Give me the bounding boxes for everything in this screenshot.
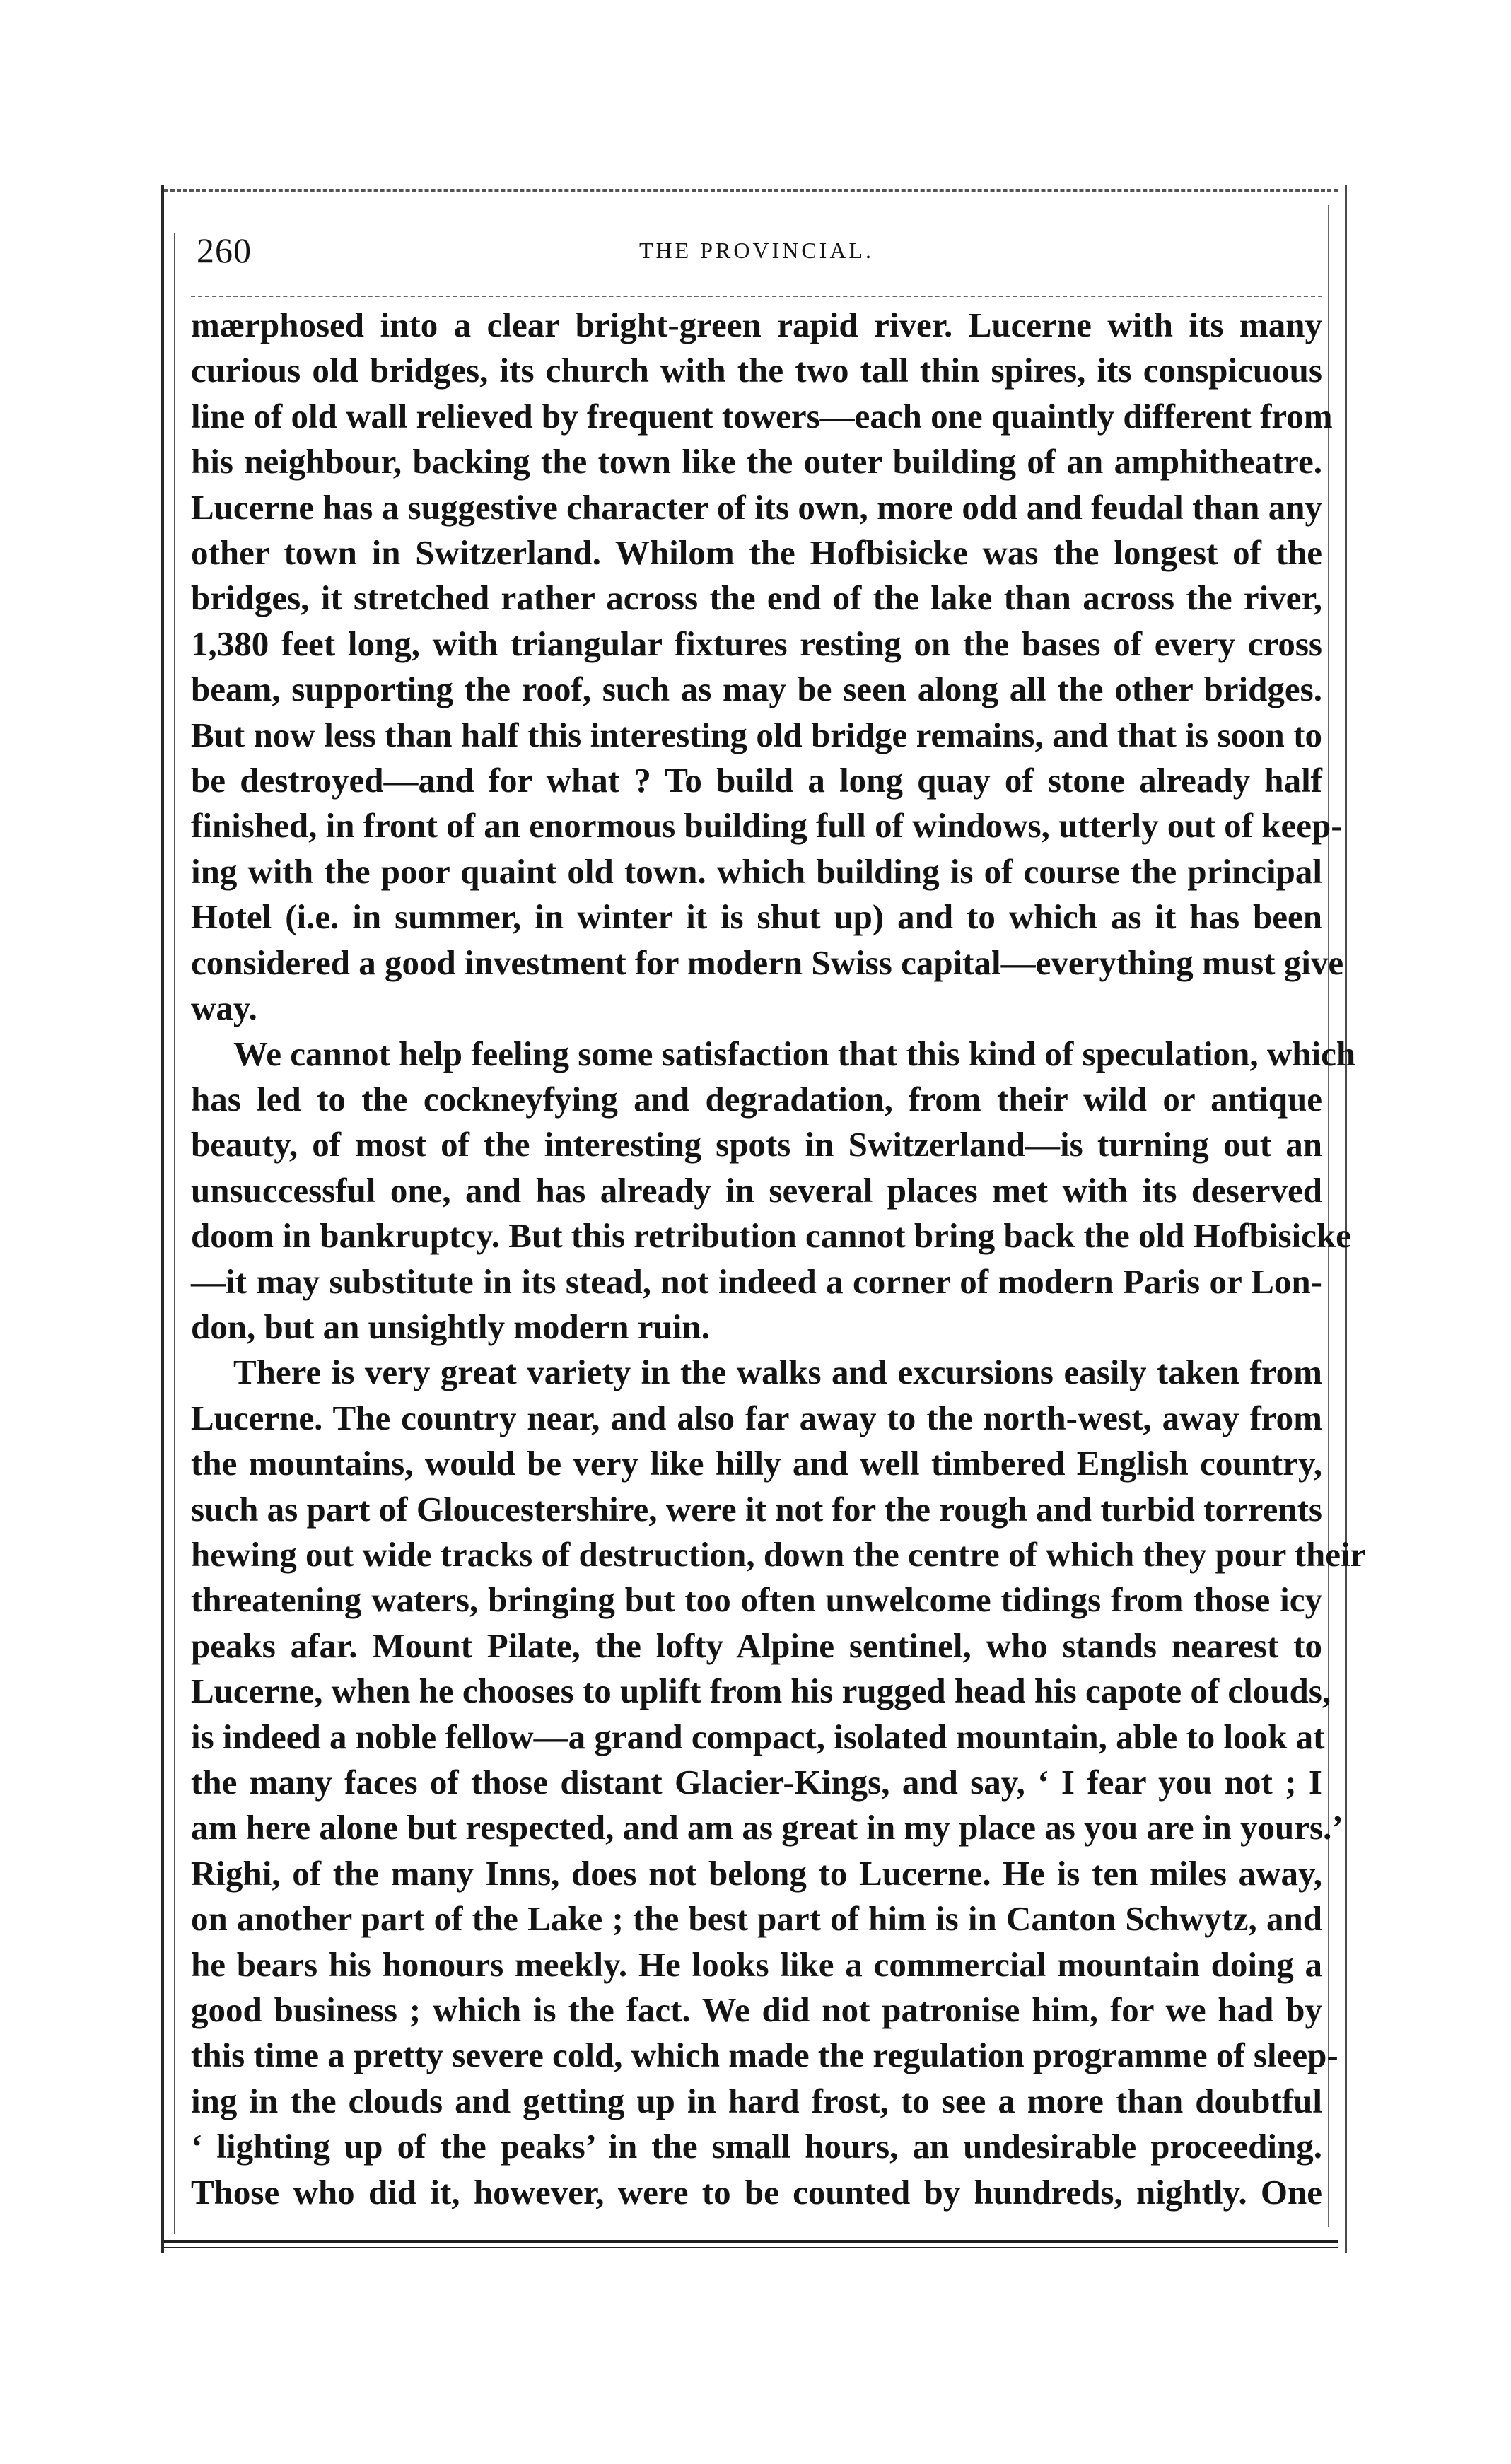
text-line: is indeed a noble fellow—a grand compact, isolated mountain, able to look at bbox=[191, 1717, 1325, 1756]
text-line: considered a good investment for modern Swiss capital—everything must give bbox=[191, 942, 1344, 982]
text-line: 1,380 feet long, with triangular fixtures resting on the bases of every cross bbox=[191, 624, 1322, 663]
text-line: the mountains, would be very like hilly and well timbered English country, bbox=[191, 1444, 1322, 1483]
text-line: peaks afar. Mount Pilate, the lofty Alpine sentinel, who stands nearest to bbox=[191, 1625, 1322, 1665]
text-line: There is very great variety in the walks and excursions easily taken from bbox=[233, 1353, 1322, 1392]
text-line: doom in bankruptcy. But this retribution cannot bring back the old Hofbisicke bbox=[191, 1216, 1351, 1256]
text-line: don, but an unsightly modern ruin. bbox=[191, 1307, 710, 1346]
header-rule bbox=[191, 296, 1322, 297]
body-text bbox=[191, 303, 1366, 2215]
text-line: Lucerne. The country near, and also far away to the north-west, away from bbox=[191, 1398, 1322, 1437]
text-line: am here alone but respected, and am as great in my place as you are in yours.’ bbox=[191, 1808, 1343, 1847]
text-line: such as part of Gloucestershire, were it not for the rough and turbid torrents bbox=[191, 1489, 1322, 1529]
text-line: ing in the clouds and getting up in hard frost, to see a more than doubtful bbox=[191, 2081, 1322, 2120]
left-border-rule bbox=[174, 233, 175, 2234]
text-line: Lucerne has a suggestive character of its own, more odd and feudal than any bbox=[191, 487, 1322, 527]
text-line: good business ; which is the fact. We did not patronise him, for we had by bbox=[191, 1990, 1322, 2030]
text-line: Lucerne, when he chooses to uplift from his rugged head his capote of clouds, bbox=[191, 1671, 1331, 1711]
text-line: the many faces of those distant Glacier-Kings, and say, ‘ I fear you not ; I bbox=[191, 1763, 1322, 1802]
text-line: beam, supporting the roof, such as may be seen along all the other bridges. bbox=[191, 670, 1322, 709]
bottom-border-rule bbox=[164, 2240, 1338, 2248]
text-line: beauty, of most of the interesting spots in Switzerland—is turning out an bbox=[191, 1125, 1322, 1164]
text-line: We cannot help feeling some satisfaction that this kind of speculation, which bbox=[233, 1034, 1356, 1073]
page-header bbox=[191, 226, 1322, 283]
text-line: this time a pretty severe cold, which made the regulation programme of sleep- bbox=[191, 2036, 1338, 2075]
running-head: THE PROVINCIAL. bbox=[639, 238, 874, 263]
text-line: his neighbour, backing the town like the outer building of an amphitheatre. bbox=[191, 442, 1322, 481]
text-line: Those who did it, however, were to be counted by hundreds, nightly. One bbox=[191, 2172, 1322, 2212]
page-number: 260 bbox=[197, 230, 252, 270]
text-line: Hotel (i.e. in summer, in winter it is shut up) and to which as it has been bbox=[191, 897, 1322, 937]
text-line: hewing out wide tracks of destruction, down the centre of which they pour their bbox=[191, 1534, 1366, 1574]
text-line: other town in Switzerland. Whilom the Hofbisicke was the longest of the bbox=[191, 533, 1322, 573]
text-line: unsuccessful one, and has already in several places met with its deserved bbox=[191, 1170, 1322, 1210]
text-line: finished, in front of an enormous building full of windows, utterly out of keep- bbox=[191, 806, 1343, 846]
text-line: mærphosed into a clear bright-green rapid river. Lucerne with its many bbox=[191, 305, 1322, 344]
text-line: threatening waters, bringing but too often unwelcome tidings from those icy bbox=[191, 1580, 1322, 1620]
text-line: line of old wall relieved by frequent towers—each one quaintly different from bbox=[191, 396, 1333, 436]
text-line: be destroyed—and for what ? To build a long quay of stone already half bbox=[191, 761, 1322, 800]
text-line: curious old bridges, its church with the two tall thin spires, its conspicuous bbox=[191, 351, 1322, 390]
text-line: —it may substitute in its stead, not indeed a corner of modern Paris or Lon- bbox=[191, 1261, 1322, 1301]
text-line: he bears his honours meekly. He looks like a commercial mountain doing a bbox=[191, 1944, 1322, 1984]
text-line: ing with the poor quaint old town. which building is of course the principal bbox=[191, 851, 1322, 891]
text-line: on another part of the Lake ; the best part of him is in Canton Schwytz, and bbox=[191, 1899, 1322, 1939]
text-line: way. bbox=[191, 988, 257, 1028]
top-border-rule bbox=[164, 189, 1338, 192]
text-line: has led to the cockneyfying and degradation, from their wild or antique bbox=[191, 1079, 1322, 1119]
text-line: bridges, it stretched rather across the end of the lake than across the river, bbox=[191, 578, 1322, 618]
text-line: Righi, of the many Inns, does not belong to Lucerne. He is ten miles away, bbox=[191, 1853, 1322, 1893]
text-line: But now less than half this interesting old bridge remains, and that is soon to bbox=[191, 715, 1322, 754]
text-line: ‘ lighting up of the peaks’ in the small hours, an undesirable proceeding. bbox=[191, 2127, 1322, 2166]
